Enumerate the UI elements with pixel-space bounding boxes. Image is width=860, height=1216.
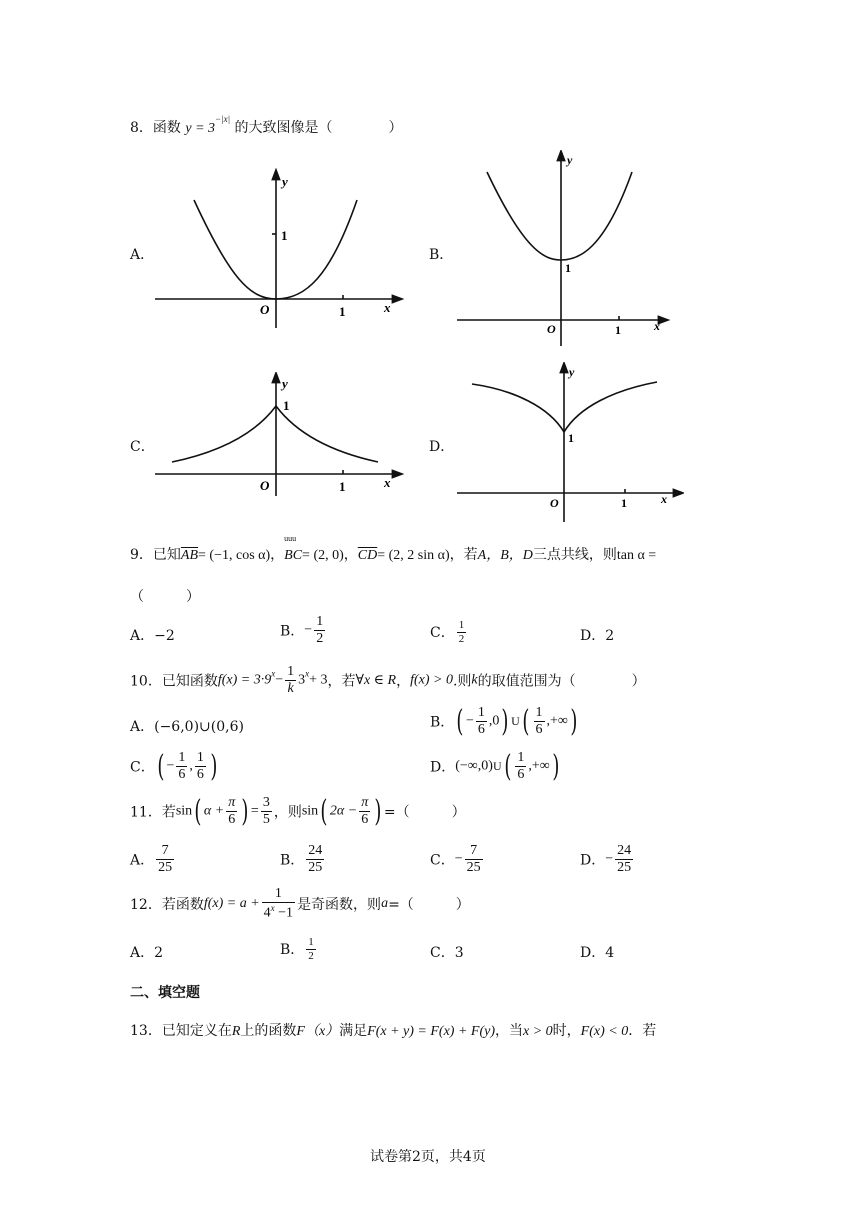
q9-option-c[interactable]: C． $\frac{1}{2}$ xyxy=(430,619,465,645)
q8-formula: y = 3 xyxy=(185,121,216,136)
vector-ab: $\overline{AB}$ xyxy=(180,548,199,563)
stray-uuu: uuu xyxy=(284,534,297,543)
origin-label: O xyxy=(260,302,270,317)
section-heading: 二、填空题 xyxy=(130,985,200,1001)
q8-option-b-label[interactable]: B． xyxy=(429,247,454,263)
svg-text:O: O xyxy=(260,478,270,493)
q8-graph-d xyxy=(454,362,684,528)
svg-text:1: 1 xyxy=(621,496,627,510)
q8-stem-text: 8．函数 xyxy=(130,120,181,136)
q8-option-a-label[interactable]: A． xyxy=(130,247,155,263)
q10-stem: 10．已知函数$f(x) = 3\cdot 9^x-$ $\frac{1}{k}$ $3^x+ 3$，若∀x ∈ R，f(x) > 0.则k的取值范围为（ ） xyxy=(130,664,646,697)
q12-option-c[interactable]: C．3 xyxy=(430,945,464,961)
y-label: y xyxy=(282,174,288,189)
one-label-y: 1 xyxy=(281,228,288,243)
svg-text:y: y xyxy=(569,365,575,379)
q11-stem: 11．若sin( α + $\frac{\pi}{6}$ ) = $\frac{3}{5}$ ，则sin( 2α − $\frac{\pi}{6}$ ) =（ ） xyxy=(130,793,466,829)
q8-stem xyxy=(130,114,403,137)
q8-graph-c xyxy=(150,372,410,501)
svg-text:1: 1 xyxy=(283,398,290,413)
q12-stem: 12．若函数f(x) = a + $\frac{1}{4^x -1}$ 是奇函数，则a=（ ） xyxy=(130,886,470,921)
svg-text:x: x xyxy=(654,319,660,333)
svg-text:x: x xyxy=(661,492,667,506)
one-label-x: 1 xyxy=(339,304,346,319)
svg-text:1: 1 xyxy=(565,261,571,275)
q13-stem: 13．已知定义在R上的函数F（x）满足F(x + y) = F(x) + F(y)，当x > 0时，F(x) < 0．若 xyxy=(130,1023,657,1039)
q8-stem-end: 的大致图像是（ ） xyxy=(234,120,403,136)
x-label: x xyxy=(384,300,391,315)
q12-option-b[interactable]: B． $\frac{1}{2}$ xyxy=(280,936,314,962)
vector-cd: $\overline{CD}$ xyxy=(357,548,378,563)
svg-text:O: O xyxy=(550,496,559,510)
svg-text:O: O xyxy=(547,322,556,336)
q9-option-d[interactable]: D．2 xyxy=(580,628,615,644)
svg-text:1: 1 xyxy=(615,323,621,337)
svg-text:1: 1 xyxy=(568,431,574,445)
q10-option-d[interactable]: D．(−∞,0)U( $\frac{1}{6}$ ,+∞) xyxy=(430,748,560,784)
q10-option-a[interactable]: A．(−6,0)∪(0,6) xyxy=(130,719,244,735)
q11-option-b[interactable]: B． $\frac{24}{25}$ xyxy=(280,843,323,876)
q10-option-b[interactable]: B．( − $\frac{1}{6}$ ,0) U( $\frac{1}{6}$ ,+∞) xyxy=(430,703,578,739)
q9-paren: （ ） xyxy=(130,589,200,605)
q8-exponent: −|x| xyxy=(215,114,231,125)
q9-stem: 9．已知$\overline{AB}= (-1$, cos α)， uuu BC= (2, 0)，$\overline{CD}= (2$, 2 sin α)，若A，B，D三点共线，则tan α = xyxy=(130,534,657,563)
svg-text:y: y xyxy=(282,376,288,391)
q8-option-c-label[interactable]: C． xyxy=(130,439,155,455)
q8-option-d-label[interactable]: D． xyxy=(429,439,455,455)
q10-option-c[interactable]: C．( − $\frac{1}{6}$ , $\frac{1}{6}$ ) xyxy=(130,748,218,784)
q8-graph-a xyxy=(150,168,410,332)
svg-text:y: y xyxy=(567,153,573,167)
svg-text:x: x xyxy=(384,475,391,490)
q11-option-c[interactable]: C．− $\frac{7}{25}$ xyxy=(430,843,481,876)
q9-option-a[interactable]: A．−2 xyxy=(130,628,175,644)
q11-option-a[interactable]: A． $\frac{7}{25}$ xyxy=(130,843,173,876)
q12-option-d[interactable]: D．4 xyxy=(580,945,615,961)
q9-option-b[interactable]: B．− $\frac{1}{2}$ xyxy=(280,614,324,647)
q12-option-a[interactable]: A．2 xyxy=(130,945,164,961)
svg-text:1: 1 xyxy=(339,479,346,494)
vector-bc: BC xyxy=(284,548,303,563)
page-footer: 试卷第2页，共4页 xyxy=(370,1149,486,1165)
q11-option-d[interactable]: D．− $\frac{24}{25}$ xyxy=(580,843,632,876)
q8-graph-b xyxy=(454,150,674,354)
